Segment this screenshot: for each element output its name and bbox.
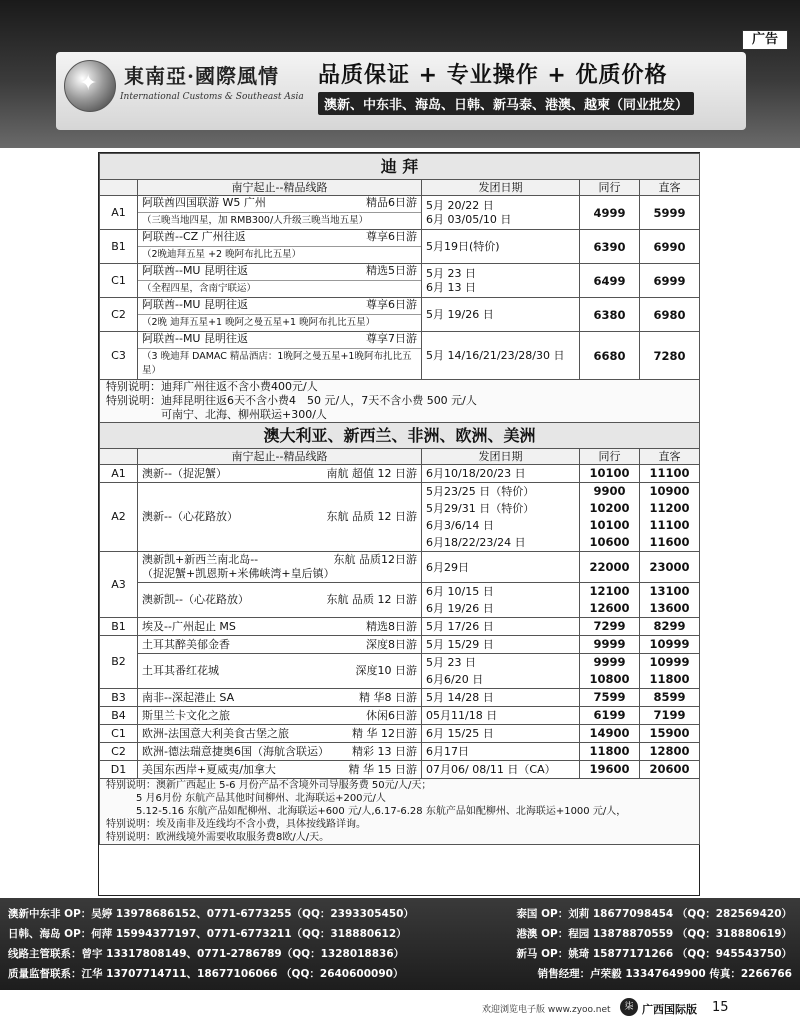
companion-price: 9900	[593, 484, 626, 498]
col-direct: 直客	[640, 449, 700, 465]
australia-row	[100, 552, 700, 583]
companion-price: 9999	[593, 637, 626, 651]
contact-line	[8, 964, 792, 984]
companion-price: 7599	[593, 690, 626, 704]
departure-date: 5月 17/26 日	[426, 620, 494, 633]
note-line: 特别说明：澳新广西起止 5-6 月份产品不含境外司导服务费 50元/人/天；	[106, 780, 432, 791]
direct-price: 11600	[649, 535, 690, 549]
price-table	[99, 153, 700, 845]
contact-right: 港澳 OP：程园 13878870559 （QQ：318880619）	[516, 928, 792, 940]
route-name: 阿联酋--CZ 广州往返	[142, 230, 246, 243]
direct-price-cell	[640, 583, 700, 618]
australia-row	[100, 707, 700, 725]
australia-row	[100, 761, 700, 779]
header-card	[56, 52, 746, 130]
australia-row	[100, 465, 700, 483]
companion-price: 12100	[589, 584, 630, 598]
australia-column-headers	[100, 449, 700, 465]
dubai-column-headers	[100, 180, 700, 196]
companion-price: 10100	[589, 518, 630, 532]
direct-price-cell	[640, 707, 700, 725]
row-code: B1	[100, 230, 138, 264]
logo-chinese: 東南亞·國際風情	[124, 64, 279, 88]
route-subtitle: （2晚 迪拜五星+1 晚阿之曼五星+1 晚阿布扎比五星）	[138, 314, 421, 331]
companion-price: 6380	[580, 298, 640, 332]
route-cell	[138, 618, 422, 636]
companion-price: 11800	[589, 744, 630, 758]
col-code	[100, 449, 138, 465]
route-tag: 精 华 12日游	[352, 726, 417, 740]
route-tag: 南航 超值 12 日游	[326, 466, 417, 480]
route-name-line	[142, 298, 417, 312]
row-code: D1	[100, 761, 138, 779]
route-cell	[138, 552, 422, 583]
companion-price: 6499	[580, 264, 640, 298]
direct-price: 7280	[640, 332, 700, 380]
route-name: 阿联酋--MU 昆明往返	[142, 332, 248, 345]
route-subtitle: （2晚迪拜五星 +2 晚阿布扎比五星）	[138, 246, 421, 263]
notes-cell	[100, 779, 700, 845]
route-cell	[138, 465, 422, 483]
direct-price: 11100	[649, 518, 690, 532]
route-name-line	[142, 510, 417, 524]
departure-date: 6月18/22/23/24 日	[426, 536, 526, 549]
dates-cell	[422, 465, 580, 483]
dubai-row	[100, 264, 700, 298]
dates-cell	[422, 618, 580, 636]
route-cell	[138, 761, 422, 779]
col-route: 南宁起止--精品线路	[138, 449, 422, 465]
route-cell	[138, 298, 422, 332]
departure-date: 5月 23 日	[426, 656, 476, 669]
dates-cell	[422, 230, 580, 264]
route-cell	[138, 725, 422, 743]
route-name-line	[142, 593, 417, 607]
australia-row	[100, 743, 700, 761]
route-tag: 东航 品质12日游	[333, 553, 417, 566]
dates-cell	[422, 743, 580, 761]
direct-price: 23000	[649, 559, 690, 574]
direct-price: 5999	[640, 196, 700, 230]
direct-price: 11200	[649, 501, 690, 515]
companion-price-cell	[580, 689, 640, 707]
departure-date: 6月 13 日	[426, 280, 476, 294]
departure-date: 5月 19/26 日	[426, 307, 494, 321]
col-dates: 发团日期	[422, 449, 580, 465]
row-code: B3	[100, 689, 138, 707]
dates-cell	[422, 483, 580, 552]
dubai-row	[100, 332, 700, 380]
route-name: 土耳其番红花城	[142, 664, 219, 677]
direct-price: 13100	[649, 584, 690, 598]
row-code: C1	[100, 264, 138, 298]
route-name-line	[142, 467, 417, 481]
route-name: 澳新凯--（心花路放）	[142, 593, 249, 606]
route-cell	[138, 332, 422, 380]
contact-left: 线路主管联系：曾宇 13317808149、0771-2786789（QQ：1328018836）	[8, 948, 405, 960]
row-code: A3	[100, 552, 138, 618]
route-subtitle: （全程四星，含南宁联运）	[138, 280, 421, 297]
companion-price: 4999	[580, 196, 640, 230]
note-line: 可南宁、北海、柳州联运+300/人	[106, 408, 327, 421]
companion-price-cell	[580, 483, 640, 552]
logo-english: International Customs & Southeast Asia	[120, 92, 304, 102]
footer-site: 欢迎浏览电子版 www.zyoo.net	[482, 1005, 611, 1015]
departure-date: 6月 10/15 日	[426, 585, 494, 598]
direct-price: 11100	[649, 466, 690, 480]
departure-date: 5月29/31 日（特价）	[426, 502, 535, 515]
page-number: 15	[712, 1000, 729, 1015]
departure-date: 5月 14/28 日	[426, 691, 494, 704]
departure-date: 5月 20/22 日	[426, 198, 494, 212]
companion-price: 9999	[593, 655, 626, 669]
route-name: 美国东西岸+夏威夷/加拿大	[142, 762, 276, 776]
direct-price: 13600	[649, 601, 690, 615]
col-companion: 同行	[580, 449, 640, 465]
companion-price-cell	[580, 743, 640, 761]
route-name: 澳新凯+新西兰南北岛--	[142, 553, 259, 566]
route-tag: 东航 品质 12 日游	[326, 510, 417, 523]
dates-cell	[422, 707, 580, 725]
departure-date: 6月 19/26 日	[426, 602, 494, 615]
direct-price-cell	[640, 483, 700, 552]
route-name-line	[142, 264, 417, 278]
direct-price: 20600	[649, 762, 690, 776]
row-code: B4	[100, 707, 138, 725]
note-line: 5.12-5.16 东航产品如配柳州、北海联运+600 元/人,6.17-6.28 东航产品如配柳州、北海联运+1000 元/人，	[106, 806, 627, 817]
contact-right: 新马 OP：姚琦 15877171266 （QQ：945543750）	[516, 948, 792, 960]
companion-price: 10100	[589, 466, 630, 480]
departure-date: 6月10/18/20/23 日	[426, 467, 526, 480]
route-name-line	[142, 332, 417, 346]
route-tag: 深度8日游	[366, 637, 417, 651]
contact-right: 销售经理：卢荣毅 13347649900 传真：2266766	[537, 968, 792, 980]
route-name: 欧洲-法国意大利美食古堡之旅	[142, 726, 289, 740]
dubai-notes	[100, 380, 700, 423]
row-code: B2	[100, 636, 138, 689]
departure-date: 5月23/25 日（特价）	[426, 485, 535, 498]
direct-price: 15900	[649, 726, 690, 740]
route-tag: 深度10 日游	[355, 664, 417, 677]
col-route: 南宁起止--精品线路	[138, 180, 422, 196]
route-name-line	[142, 196, 417, 210]
row-code: A1	[100, 196, 138, 230]
route-name-line	[142, 553, 417, 567]
dates-cell	[422, 332, 580, 380]
australia-notes	[100, 779, 700, 845]
route-cell	[138, 264, 422, 298]
dates-cell	[422, 583, 580, 618]
contact-line	[8, 904, 792, 924]
companion-price: 6390	[580, 230, 640, 264]
direct-price-cell	[640, 552, 700, 583]
companion-price-cell	[580, 465, 640, 483]
companion-price: 12600	[589, 601, 630, 615]
dates-cell	[422, 298, 580, 332]
note-line: 特别说明：欧洲线境外需要收取服务费8欧/人/天。	[106, 832, 330, 843]
contact-left: 质量监督联系：江华 13707714711、18677106066 （QQ：2640600090）	[8, 968, 404, 980]
companion-price: 22000	[589, 559, 630, 574]
dubai-row	[100, 196, 700, 230]
companion-price-cell	[580, 707, 640, 725]
note-line: 特别说明：迪拜昆明往返6天不含小费4 50 元/人，7天不含小费 500 元/人	[106, 394, 477, 407]
route-subtitle: （捉泥蟹+凯恩斯+米佛峡湾+皇后镇）	[142, 567, 335, 580]
companion-price: 10800	[589, 672, 630, 686]
departure-date: 6月6/20 日	[426, 673, 484, 686]
route-name-line	[142, 664, 417, 678]
footer-seal-icon: 柒	[620, 998, 638, 1016]
route-name-line	[142, 691, 417, 705]
contact-line	[8, 924, 792, 944]
companion-price: 10600	[589, 535, 630, 549]
route-name: 欧洲-德法瑞意捷奥6国（海航含联运）	[142, 744, 329, 758]
note-line: 特别说明：埃及南非及连线均不含小费，具体按线路详询。	[106, 819, 366, 830]
companion-price-cell	[580, 552, 640, 583]
departure-date: 6月 15/25 日	[426, 727, 494, 740]
col-dates: 发团日期	[422, 180, 580, 196]
route-cell	[138, 654, 422, 689]
departure-date: 6月3/6/14 日	[426, 519, 494, 532]
direct-price-cell	[640, 743, 700, 761]
contact-left: 澳新中东非 OP：吴婷 13978686152、0771-6773255（QQ：2393305450）	[8, 908, 414, 920]
route-tag: 东航 品质 12 日游	[326, 593, 417, 606]
route-name-line	[142, 620, 417, 634]
departure-date: 6月29日	[426, 560, 469, 574]
contact-band	[0, 898, 800, 990]
dubai-row	[100, 298, 700, 332]
departure-date: 07月06/ 08/11 日（CA）	[426, 763, 556, 776]
direct-price: 7199	[653, 708, 686, 722]
direct-price-cell	[640, 654, 700, 689]
sub-slogan: 澳新、中东非、海岛、日韩、新马泰、港澳、越柬（同业批发）	[318, 92, 694, 115]
route-name: 阿联酋四国联游 W5 广州	[142, 196, 266, 209]
departure-date: 6月17日	[426, 745, 469, 758]
direct-price: 6980	[640, 298, 700, 332]
route-cell	[138, 689, 422, 707]
dates-cell	[422, 761, 580, 779]
route-tag: 尊享7日游	[366, 332, 417, 345]
route-tag: 精选8日游	[366, 619, 417, 633]
direct-price: 8299	[653, 619, 686, 633]
col-direct: 直客	[640, 180, 700, 196]
companion-price: 6680	[580, 332, 640, 380]
route-name: 澳新--（心花路放）	[142, 510, 238, 523]
col-code	[100, 180, 138, 196]
departure-date: 5月 15/29 日	[426, 638, 494, 651]
companion-price: 7299	[593, 619, 626, 633]
companion-price-cell	[580, 725, 640, 743]
dubai-row	[100, 230, 700, 264]
direct-price: 11800	[649, 672, 690, 686]
route-tag: 休闲6日游	[366, 708, 417, 722]
australia-row	[100, 636, 700, 654]
australia-row	[100, 654, 700, 689]
route-cell	[138, 583, 422, 618]
australia-row	[100, 725, 700, 743]
row-code: C3	[100, 332, 138, 380]
row-code: C1	[100, 725, 138, 743]
contact-left: 日韩、海岛 OP：何萍 15994377197、0771-6773211（QQ：318880612）	[8, 928, 407, 940]
companion-price: 10200	[589, 501, 630, 515]
companion-price: 14900	[589, 726, 630, 740]
dates-cell	[422, 689, 580, 707]
row-code: A1	[100, 465, 138, 483]
price-frame	[98, 152, 700, 896]
departure-date: 6月 03/05/10 日	[426, 212, 512, 226]
australia-row	[100, 583, 700, 618]
route-tag: 精 华8 日游	[359, 690, 417, 704]
route-name: 斯里兰卡文化之旅	[142, 708, 230, 722]
direct-price: 10999	[649, 637, 690, 651]
footer-edition: 广西国际版	[642, 1003, 697, 1016]
route-subtitle: （3 晚迪拜 DAMAC 精品酒店：1晚阿之曼五星+1晚阿布扎比五星）	[138, 348, 421, 379]
route-cell	[138, 636, 422, 654]
direct-price: 8599	[653, 690, 686, 704]
route-cell	[138, 196, 422, 230]
dates-cell	[422, 636, 580, 654]
australia-row	[100, 689, 700, 707]
route-name: 南非--深起港止 SA	[142, 690, 235, 704]
direct-price: 10900	[649, 484, 690, 498]
australia-row	[100, 618, 700, 636]
australia-section-title: 澳大利亚、新西兰、非洲、欧洲、美洲	[100, 423, 700, 449]
companion-price: 6199	[593, 708, 626, 722]
dates-cell	[422, 196, 580, 230]
route-name-line	[142, 763, 417, 777]
route-tag: 尊享6日游	[366, 298, 417, 311]
companion-price-cell	[580, 583, 640, 618]
contact-line	[8, 944, 792, 964]
companion-price-cell	[580, 761, 640, 779]
route-name-line	[142, 709, 417, 723]
dubai-section-title: 迪 拜	[100, 154, 700, 180]
route-tag: 精品6日游	[366, 196, 417, 209]
dates-cell	[422, 654, 580, 689]
row-code: C2	[100, 298, 138, 332]
direct-price-cell	[640, 689, 700, 707]
direct-price-cell	[640, 761, 700, 779]
direct-price-cell	[640, 725, 700, 743]
route-cell	[138, 707, 422, 725]
dates-cell	[422, 264, 580, 298]
contact-right: 泰国 OP：刘莉 18677098454 （QQ：282569420）	[516, 908, 792, 920]
slogan: 品质保证 + 专业操作 + 优质价格	[318, 63, 668, 88]
departure-date: 05月11/18 日	[426, 709, 498, 722]
direct-price-cell	[640, 618, 700, 636]
direct-price: 12800	[649, 744, 690, 758]
dates-cell	[422, 725, 580, 743]
footer	[0, 990, 800, 1022]
route-cell	[138, 483, 422, 552]
companion-price: 19600	[589, 762, 630, 776]
globe-logo-icon	[64, 60, 116, 112]
route-name: 阿联酋--MU 昆明往返	[142, 264, 248, 277]
dates-cell	[422, 552, 580, 583]
departure-date: 5月 14/16/21/23/28/30 日	[426, 348, 565, 362]
row-code: A2	[100, 483, 138, 552]
note-line: 特别说明：迪拜广州往返不含小费400元/人	[106, 380, 318, 393]
route-name-line	[142, 230, 417, 244]
route-tag: 尊享6日游	[366, 230, 417, 243]
route-name-line	[142, 745, 417, 759]
route-name-line	[142, 638, 417, 652]
route-name: 土耳其醉美郁金香	[142, 637, 230, 651]
direct-price: 10999	[649, 655, 690, 669]
route-name: 澳新--（捉泥蟹）	[142, 466, 227, 480]
departure-date: 5月 23 日	[426, 266, 476, 280]
ad-tag: 广告	[742, 30, 788, 50]
route-name: 阿联酋--MU 昆明往返	[142, 298, 248, 311]
row-code: B1	[100, 618, 138, 636]
note-line: 5 月6月份 东航产品其他时间柳州、北海联运+200元/人	[106, 793, 386, 804]
route-cell	[138, 743, 422, 761]
route-name: 埃及--广州起止 MS	[142, 619, 236, 633]
route-tag: 精 华 15 日游	[348, 762, 417, 776]
row-code: C2	[100, 743, 138, 761]
companion-price-cell	[580, 636, 640, 654]
route-tag: 精彩 13 日游	[352, 744, 417, 758]
companion-price-cell	[580, 618, 640, 636]
direct-price: 6999	[640, 264, 700, 298]
direct-price-cell	[640, 465, 700, 483]
companion-price-cell	[580, 654, 640, 689]
direct-price: 6990	[640, 230, 700, 264]
route-tag: 精选5日游	[366, 264, 417, 277]
route-subtitle: （三晚当地四星，加 RMB300/人升级三晚当地五星）	[138, 212, 421, 229]
departure-date: 5月19日(特价)	[426, 239, 500, 253]
notes-cell	[100, 380, 700, 423]
australia-row	[100, 483, 700, 552]
direct-price-cell	[640, 636, 700, 654]
col-companion: 同行	[580, 180, 640, 196]
route-cell	[138, 230, 422, 264]
route-name-line	[142, 727, 417, 741]
